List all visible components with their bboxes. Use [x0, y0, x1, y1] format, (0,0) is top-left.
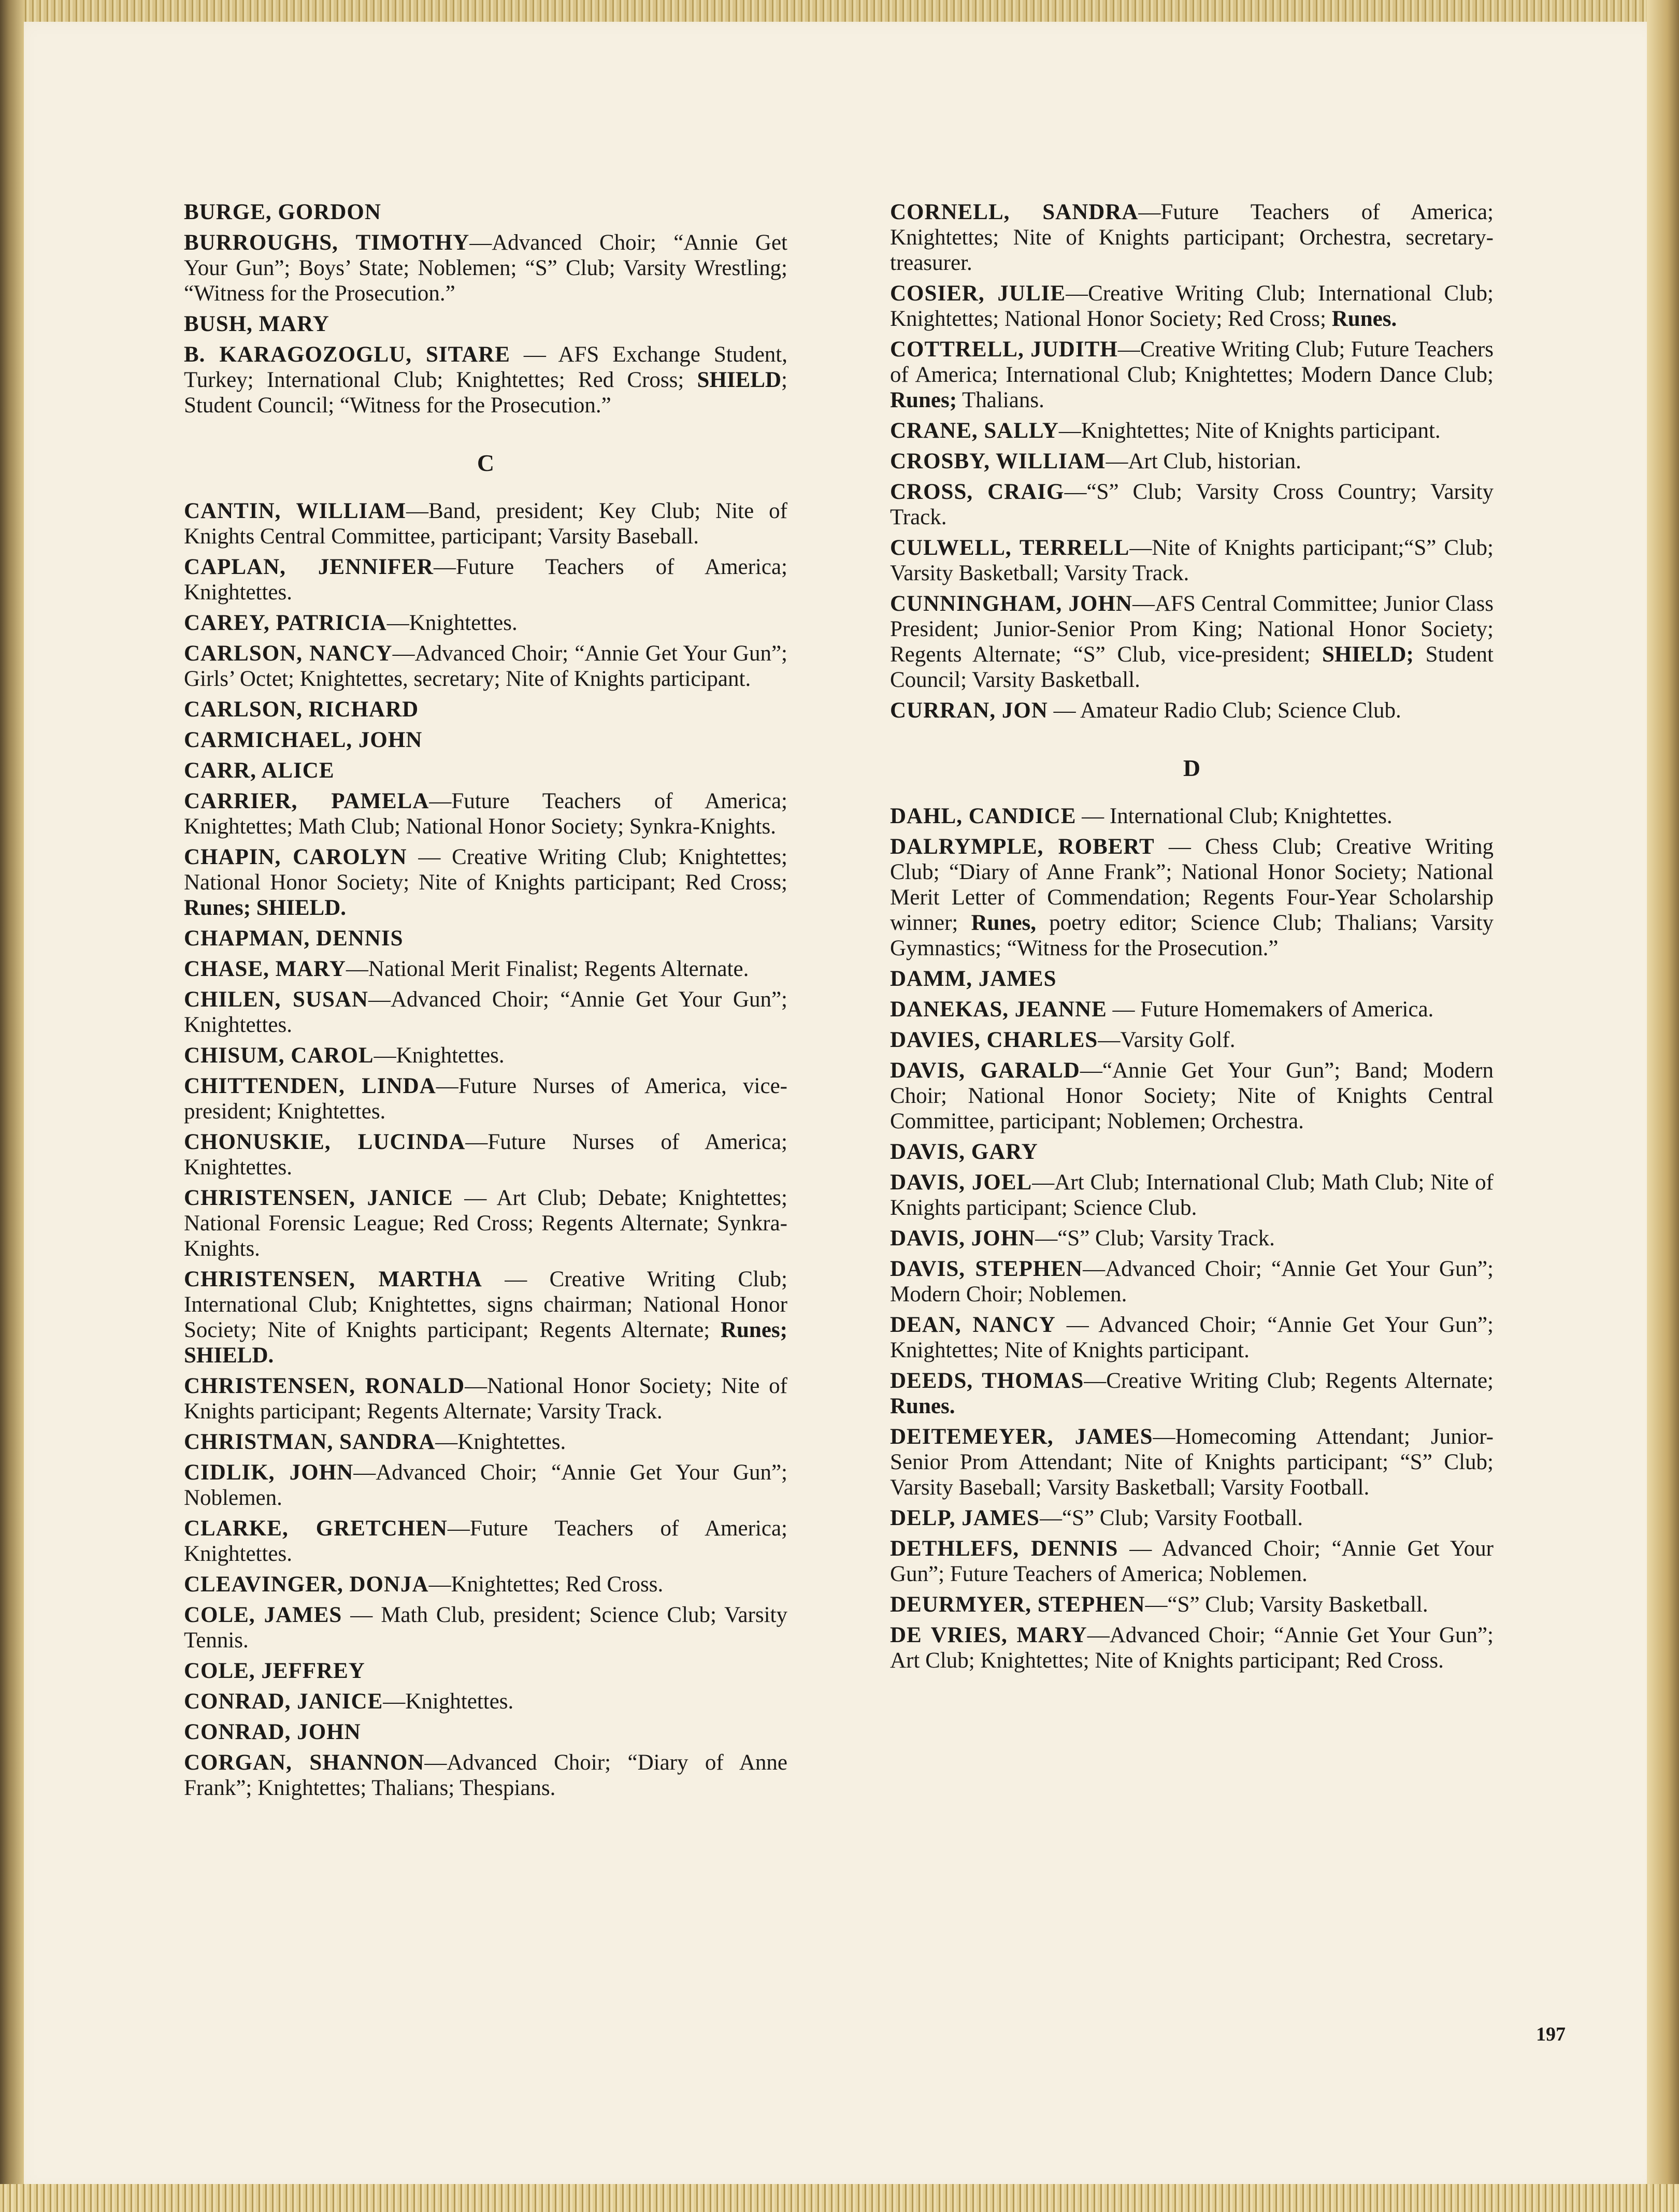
entry-separator: — [1084, 1369, 1107, 1393]
activity-text: Nite of Knights participant;“S” Club; Varsity Basketball; Varsity Track. [890, 536, 1494, 585]
senior-entry [890, 1058, 1494, 1134]
activity-text: Knightettes. [405, 1689, 514, 1714]
entry-separator: — [429, 789, 452, 813]
senior-entry [890, 803, 1494, 829]
student-name: DEURMYER, STEPHEN [890, 1592, 1145, 1617]
activity-text: Advanced Choir; “Annie Get Your Gun”; Girls’ Octet; Knightettes, secretary; Nite of Knights participant. [184, 641, 787, 691]
student-name: BURGE, GORDON [184, 200, 381, 224]
senior-entry [184, 1460, 787, 1511]
activity-text: Creative Writing Club; International Club; Knightettes; National Honor Society; Red Cross; [890, 281, 1494, 331]
senior-entry [184, 844, 787, 921]
right-column [890, 199, 1494, 1678]
activity-text: Art Club; Debate; Knightettes; National Forensic League; Red Cross; Regents Alternate; Synkra-Knights. [184, 1186, 787, 1261]
student-name: DEAN, NANCY [890, 1313, 1056, 1337]
activity-bold: SHIELD; [1322, 642, 1414, 667]
student-name: CHITTENDEN, LINDA [184, 1074, 436, 1098]
senior-entry [890, 449, 1494, 474]
entry-separator: — [353, 1460, 376, 1485]
student-name: CAPLAN, JENNIFER [184, 555, 434, 579]
senior-entry [890, 1424, 1494, 1500]
student-name: DAMM, JAMES [890, 967, 1057, 991]
student-name: BURROUGHS, TIMOTHY [184, 231, 470, 255]
entry-separator: — [407, 845, 452, 869]
entry-separator: — [1047, 698, 1080, 723]
student-name: CROSS, CRAIG [890, 480, 1065, 504]
activity-bold: Runes; SHIELD. [184, 896, 347, 920]
activity-text: Advanced Choir; “Diary of Anne Frank”; Knightettes; Thalians; Thespians. [184, 1750, 787, 1800]
student-name: CURRAN, JON [890, 698, 1048, 723]
senior-entry [184, 727, 787, 753]
student-name: CORNELL, SANDRA [890, 200, 1139, 224]
activity-text: ; Student Council; “Witness for the Prosecution.” [184, 368, 787, 418]
senior-entry [184, 1516, 787, 1567]
entry-separator: — [1117, 337, 1140, 362]
activity-text: poetry editor; Science Club; Thalians; Varsity Gymnastics; “Witness for the Prosecution.” [890, 911, 1494, 960]
student-name: COLE, JEFFREY [184, 1659, 365, 1683]
activity-text: Future Teachers of America; Knightettes. [184, 555, 787, 605]
activity-text: Future Nurses of America, vice-president; Knightettes. [184, 1074, 787, 1124]
activity-text: Creative Writing Club; International Club; Knightettes, signs chairman; National Honor Society; Nite of Knights participant; Regents Alternate; [184, 1267, 787, 1342]
senior-entry [890, 1256, 1494, 1307]
student-name: DETHLEFS, DENNIS [890, 1536, 1118, 1561]
senior-entry [184, 230, 787, 306]
senior-entry [890, 1622, 1494, 1673]
activity-text: Amateur Radio Club; Science Club. [1080, 698, 1401, 723]
senior-entry [184, 1267, 787, 1368]
entry-separator: — [433, 555, 456, 579]
student-name: CHRISTENSEN, RONALD [184, 1374, 465, 1398]
student-name: DALRYMPLE, ROBERT [890, 835, 1155, 859]
activity-text: Math Club, president; Science Club; Varsity Tennis. [184, 1603, 787, 1653]
entry-separator: — [1083, 1257, 1106, 1281]
student-name: CHRISTENSEN, MARTHA [184, 1267, 482, 1291]
entry-separator: — [428, 1572, 451, 1597]
student-name: DE VRIES, MARY [890, 1623, 1087, 1647]
activity-text: Thalians. [957, 388, 1044, 412]
student-name: DAHL, CANDICE [890, 804, 1077, 828]
activity-text: “Annie Get Your Gun”; Band; Modern Choir; National Honor Society; Nite of Knights Central Committee, participant; Noblemen; Orchestra. [890, 1058, 1494, 1133]
student-name: CORGAN, SHANNON [184, 1750, 425, 1775]
page-right-edge [1647, 0, 1679, 2212]
student-name: CARR, ALICE [184, 758, 335, 783]
activity-text: Knightettes; Nite of Knights participant. [1081, 419, 1441, 443]
activity-text: National Honor Society; Nite of Knights participant; Regents Alternate; Varsity Track. [184, 1374, 787, 1424]
senior-entry [890, 698, 1494, 723]
page-top-edge [0, 0, 1679, 22]
senior-entry [890, 1226, 1494, 1251]
activity-text: AFS Exchange Student, Turkey; International Club; Knightettes; Red Cross; [184, 342, 787, 392]
entry-separator: — [1098, 1028, 1121, 1052]
student-name: CHRISTENSEN, JANICE [184, 1186, 453, 1210]
entry-separator: — [436, 1074, 458, 1098]
senior-entry [890, 1592, 1494, 1617]
activity-text: Band, president; Key Club; Nite of Knights Central Committee, participant; Varsity Baseball. [184, 499, 787, 549]
entry-separator: — [1107, 997, 1141, 1022]
student-name: DAVIES, CHARLES [890, 1028, 1098, 1052]
student-name: DAVIS, STEPHEN [890, 1257, 1083, 1281]
senior-entry [184, 1129, 787, 1180]
senior-entry [890, 535, 1494, 586]
activity-text: Homecoming Attendant; Junior-Senior Prom Attendant; Nite of Knights participant; “S” Club; Varsity Baseball; Varsity Basketball; Varsity Football. [890, 1425, 1494, 1500]
senior-entry [890, 337, 1494, 413]
activity-bold: Runes; SHIELD. [184, 1318, 787, 1368]
senior-entry [890, 1170, 1494, 1220]
senior-entry [184, 1572, 787, 1597]
entry-separator: — [1039, 1506, 1062, 1530]
student-name: CARLSON, RICHARD [184, 697, 419, 722]
senior-entry [890, 834, 1494, 961]
activity-text: Future Homemakers of America. [1140, 997, 1434, 1022]
student-name: CANTIN, WILLIAM [184, 499, 407, 523]
senior-entry [184, 1689, 787, 1714]
student-name: CHISUM, CAROL [184, 1043, 374, 1068]
student-name: CARMICHAEL, JOHN [184, 728, 423, 752]
student-name: COSIER, JULIE [890, 281, 1066, 306]
activity-text: Advanced Choir; “Annie Get Your Gun”; Modern Choir; Noblemen. [890, 1257, 1494, 1306]
page-left-edge [0, 0, 24, 2212]
entry-separator: — [1087, 1623, 1110, 1647]
activity-text: Advanced Choir; “Annie Get Your Gun”; Boys’ State; Noblemen; “S” Club; Varsity Wrestling; “Witness for the Prosecution.” [184, 231, 787, 306]
senior-entry [184, 956, 787, 982]
student-name: DAVIS, JOEL [890, 1170, 1032, 1195]
student-name: CULWELL, TERRELL [890, 536, 1130, 560]
senior-entry [184, 758, 787, 783]
activity-text: “S” Club; Varsity Track. [1057, 1226, 1275, 1251]
activity-text: Chess Club; Creative Writing Club; “Diary of Anne Frank”; National Honor Society; National Merit Letter of Commendation; Regents Four-Year Scholarship winner; [890, 835, 1494, 935]
student-name: CROSBY, WILLIAM [890, 449, 1106, 473]
activity-text: Creative Writing Club; Regents Alternate; [1106, 1369, 1494, 1393]
student-name: CLARKE, GRETCHEN [184, 1516, 448, 1541]
activity-text: Advanced Choir; “Annie Get Your Gun”; Future Teachers of America; Noblemen. [890, 1536, 1494, 1586]
senior-entry [184, 610, 787, 636]
student-name: B. KARAGOZOGLU, SITARE [184, 342, 510, 367]
entry-separator: — [447, 1516, 470, 1541]
activity-text: Knightettes; Red Cross. [451, 1572, 664, 1597]
entry-separator: — [1058, 419, 1081, 443]
student-name: DEEDS, THOMAS [890, 1369, 1084, 1393]
activity-text: Advanced Choir; “Annie Get Your Gun”; Art Club; Knightettes; Nite of Knights participant; Red Cross. [890, 1623, 1494, 1673]
entry-separator: — [1153, 1425, 1175, 1449]
activity-text: National Merit Finalist; Regents Alternate. [368, 957, 749, 981]
activity-text: Advanced Choir; “Annie Get Your Gun”; Knightettes. [184, 987, 787, 1037]
senior-entry [184, 1602, 787, 1653]
senior-entry [184, 1429, 787, 1455]
senior-entry [890, 281, 1494, 332]
student-name: CHAPMAN, DENNIS [184, 926, 404, 951]
student-name: CARRIER, PAMELA [184, 789, 429, 813]
entry-separator: — [435, 1430, 458, 1454]
senior-entry [184, 199, 787, 225]
student-name: CUNNINGHAM, JOHN [890, 592, 1132, 616]
activity-text: Art Club, historian. [1128, 449, 1301, 473]
activity-text: “S” Club; Varsity Basketball. [1167, 1592, 1428, 1617]
activity-text: Creative Writing Club; Future Teachers of America; International Club; Knightettes; Modern Dance Club; [890, 337, 1494, 387]
page-number: 197 [1536, 2023, 1566, 2045]
student-name: CONRAD, JANICE [184, 1689, 383, 1714]
entry-separator: — [465, 1130, 488, 1154]
entry-separator: — [383, 1689, 406, 1714]
activity-text: “S” Club; Varsity Football. [1061, 1506, 1303, 1530]
senior-entry [890, 591, 1494, 693]
activity-bold: Runes; [890, 388, 957, 412]
activity-text: Future Nurses of America; Knightettes. [184, 1130, 787, 1180]
senior-entry [184, 1043, 787, 1068]
student-name: CIDLIK, JOHN [184, 1460, 354, 1485]
entry-separator: — [368, 987, 391, 1012]
activity-text: Future Teachers of America; Knightettes; Nite of Knights participant; Orchestra, secretary-treasurer. [890, 200, 1494, 275]
entry-separator: — [510, 342, 558, 367]
student-name: DANEKAS, JEANNE [890, 997, 1107, 1022]
senior-entry [184, 311, 787, 337]
senior-entry [890, 418, 1494, 443]
activity-text: “S” Club; Varsity Cross Country; Varsity Track. [890, 480, 1494, 529]
entry-separator: — [1035, 1226, 1058, 1251]
student-name: CHASE, MARY [184, 957, 346, 981]
entry-separator: — [1118, 1536, 1162, 1561]
entry-separator: — [482, 1267, 550, 1291]
entry-separator: — [1066, 281, 1088, 306]
entry-separator: — [465, 1374, 487, 1398]
entry-separator: — [1145, 1592, 1168, 1617]
senior-entry [184, 926, 787, 951]
senior-entry [890, 997, 1494, 1022]
student-name: CLEAVINGER, DONJA [184, 1572, 429, 1597]
entry-separator: — [1132, 592, 1155, 616]
senior-entry [184, 1719, 787, 1745]
entry-separator: — [1055, 1313, 1099, 1337]
senior-entry [184, 498, 787, 549]
section-letter: D [1183, 755, 1201, 781]
senior-entry [184, 342, 787, 418]
activity-text: Student Council; Varsity Basketball. [890, 642, 1494, 692]
entry-separator: — [406, 499, 429, 523]
senior-entry [890, 479, 1494, 530]
student-name: DELP, JAMES [890, 1506, 1040, 1530]
activity-text: Advanced Choir; “Annie Get Your Gun”; Noblemen. [184, 1460, 787, 1510]
activity-bold: Runes. [1331, 307, 1397, 331]
entry-separator: — [1064, 480, 1087, 504]
student-name: CRANE, SALLY [890, 419, 1059, 443]
student-name: CHRISTMAN, SANDRA [184, 1430, 436, 1454]
senior-entry [890, 1027, 1494, 1053]
student-name: DEITEMEYER, JAMES [890, 1425, 1153, 1449]
senior-entry [890, 966, 1494, 992]
entry-separator: — [1106, 449, 1128, 473]
senior-entry [890, 1505, 1494, 1531]
senior-entry [184, 1185, 787, 1261]
student-name: CHAPIN, CAROLYN [184, 845, 407, 869]
activity-text: Creative Writing Club; Knightettes; National Honor Society; Nite of Knights participant; Red Cross; [184, 845, 787, 895]
entry-separator: — [424, 1750, 447, 1775]
senior-entry [184, 788, 787, 839]
activity-bold: SHIELD [697, 368, 782, 392]
activity-text: Varsity Golf. [1120, 1028, 1236, 1052]
senior-entry [184, 1750, 787, 1801]
senior-entry [890, 199, 1494, 276]
entry-separator: — [1138, 200, 1161, 224]
activity-bold: Runes, [971, 911, 1037, 935]
senior-entry [890, 1312, 1494, 1363]
senior-entry [184, 641, 787, 692]
student-name: COTTRELL, JUDITH [890, 337, 1118, 362]
activity-text: Knightettes. [457, 1430, 566, 1454]
student-name: CARLSON, NANCY [184, 641, 393, 666]
entry-separator: — [346, 957, 368, 981]
student-name: CAREY, PATRICIA [184, 611, 387, 635]
senior-entry [184, 697, 787, 722]
activity-text: Knightettes. [409, 611, 518, 635]
entry-separator: — [1129, 536, 1152, 560]
entry-separator: — [1076, 804, 1110, 828]
senior-entry [890, 1368, 1494, 1419]
activity-text: International Club; Knightettes. [1109, 804, 1393, 828]
senior-entry [890, 1139, 1494, 1165]
student-name: CHILEN, SUSAN [184, 987, 368, 1012]
left-column [184, 199, 787, 1806]
section-letter: C [477, 450, 495, 476]
student-name: DAVIS, JOHN [890, 1226, 1036, 1251]
activity-text: Future Teachers of America; Knightettes; Math Club; National Honor Society; Synkra-Knights. [184, 789, 787, 839]
activity-text: AFS Central Committee; Junior Class President; Junior-Senior Prom King; National Honor Society; Regents Alternate; “S” Club, vice-president; [890, 592, 1494, 667]
entry-separator: — [1032, 1170, 1055, 1195]
entry-separator: — [386, 611, 409, 635]
senior-entry [184, 554, 787, 605]
entry-separator: — [453, 1186, 497, 1210]
senior-entry [890, 1536, 1494, 1587]
student-name: CHONUSKIE, LUCINDA [184, 1130, 466, 1154]
student-name: DAVIS, GARY [890, 1140, 1038, 1164]
senior-entry [184, 987, 787, 1038]
entry-separator: — [342, 1603, 381, 1627]
entry-separator: — [1080, 1058, 1102, 1083]
entry-separator: — [1154, 835, 1206, 859]
senior-entry [184, 1373, 787, 1424]
page-bottom-edge [0, 2184, 1679, 2212]
activity-bold: Runes. [890, 1394, 955, 1418]
senior-entry [184, 1073, 787, 1124]
entry-separator: — [374, 1043, 396, 1068]
entry-separator: — [392, 641, 415, 666]
student-name: BUSH, MARY [184, 312, 329, 336]
senior-entry [184, 1658, 787, 1684]
activity-text: Advanced Choir; “Annie Get Your Gun”; Knightettes; Nite of Knights participant. [890, 1313, 1494, 1362]
entry-separator: — [469, 231, 492, 255]
student-name: DAVIS, GARALD [890, 1058, 1080, 1083]
student-name: COLE, JAMES [184, 1603, 342, 1627]
student-name: CONRAD, JOHN [184, 1720, 361, 1744]
activity-text: Future Teachers of America; Knightettes. [184, 1516, 787, 1566]
activity-text: Art Club; International Club; Math Club; Nite of Knights participant; Science Club. [890, 1170, 1494, 1220]
activity-text: Knightettes. [396, 1043, 505, 1068]
